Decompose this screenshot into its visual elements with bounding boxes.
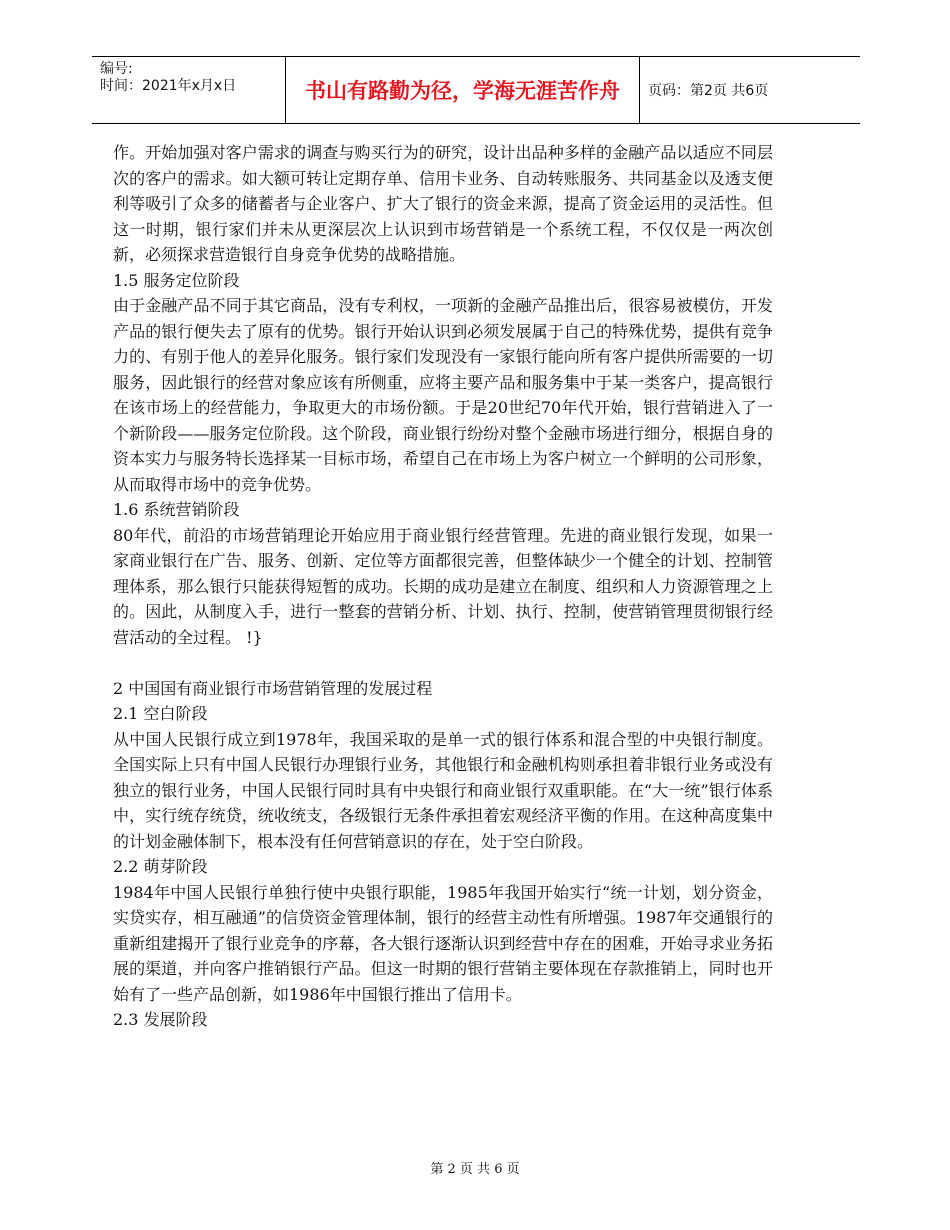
chapter-heading-2: 2 中国国有商业银行市场营销管理的发展过程 <box>113 678 433 698</box>
section-heading-2-1: 2.1 空白阶段 <box>113 704 208 723</box>
document-body <box>113 140 773 1033</box>
header-meta <box>100 61 285 95</box>
section-heading-1-6: 1.6 系统营销阶段 <box>113 500 240 519</box>
header-motto: 书山有路勤为径，学海无涯苦作舟 <box>285 57 640 123</box>
paragraph: 从中国人民银行成立到1978年，我国采取的是单一式的银行体系和混合型的中央银行制度。全国实际上只有中国人民银行办理银行业务，其他银行和金融机构则承担着非银行业务或没有独立的银行业务，中国人民银行同时具有中央银行和商业银行双重职能。在“大一统”银行体系中，实行统存统贷，统收统支，各级银行无条件承担着宏观经济平衡的作用。在这种高度集中的计划金融体制下，根本没有任何营销意识的存在，处于空白阶段。 <box>113 729 773 851</box>
page-header <box>92 56 860 124</box>
paragraph: 由于金融产品不同于其它商品，没有专利权，一项新的金融产品推出后，很容易被模仿，开发产品的银行便失去了原有的优势。银行开始认识到必须发展属于自己的特殊优势，提供有竞争力的、有别于他人的差异化服务。银行家们发现没有一家银行能向所有客户提供所需要的一切服务，因此银行的经营对象应该有所侧重，应将主要产品和服务集中于某一类客户，提高银行在该市场上的经营能力，争取更大的市场份额。于是20世纪70年代开始，银行营销进入了一个新阶段——服务定位阶段。这个阶段，商业银行纷纷对整个金融市场进行细分，根据自身的资本实力与服务特长选择某一目标市场，希望自己在市场上为客户树立一个鲜明的公司形象，从而取得市场中的竞争优势。 <box>113 296 773 494</box>
paragraph: 作。开始加强对客户需求的调查与购买行为的研究，设计出品种多样的金融产品以适应不同层次的客户的需求。如大额可转让定期存单、信用卡业务、自动转账服务、共同基金以及透支便利等吸引了众多的储蓄者与企业客户、扩大了银行的资金来源，提高了资金运用的灵活性。但这一时期，银行家们并未从更深层次上认识到市场营销是一个系统工程，不仅仅是一两次创新，必须探求营造银行自身竞争优势的战略措施。 <box>113 143 773 264</box>
paragraph: 1984年中国人民银行单独行使中央银行职能，1985年我国开始实行“统一计划，划分资金，实贷实存，相互融通”的信贷资金管理体制，银行的经营主动性有所增强。1987年交通银行的重新组建揭开了银行业竞争的序幕，各大银行逐渐认识到经营中存在的困难，开始寻求业务拓展的渠道，并向客户推销银行产品。但这一时期的银行营销主要体现在存款推销上，同时也开始有了一些产品创新，如1986年中国银行推出了信用卡。 <box>113 882 773 1004</box>
header-page-info: 页码：第2页 共6页 <box>648 83 769 99</box>
blank-line <box>113 650 773 676</box>
paragraph: 80年代，前沿的市场营销理论开始应用于商业银行经营管理。先进的商业银行发现，如果一家商业银行在广告、服务、创新、定位等方面都很完善，但整体缺少一个健全的计划、控制管理体系，那么银行只能获得短暂的成功。长期的成功是建立在制度、组织和人力资源管理之上的。因此，从制度入手，进行一整套的营销分析、计划、执行、控制，使营销管理贯彻银行经营活动的全过程。 !} <box>113 525 773 647</box>
document-time-label: 时间：2021年x月x日 <box>100 78 237 94</box>
section-heading-2-2: 2.2 萌芽阶段 <box>113 857 208 876</box>
section-heading-2-3: 2.3 发展阶段 <box>113 1010 208 1029</box>
document-number-label: 编号: <box>100 61 133 77</box>
section-heading-1-5: 1.5 服务定位阶段 <box>113 270 240 290</box>
page-footer: 第 2 页 共 6 页 <box>430 1162 520 1177</box>
